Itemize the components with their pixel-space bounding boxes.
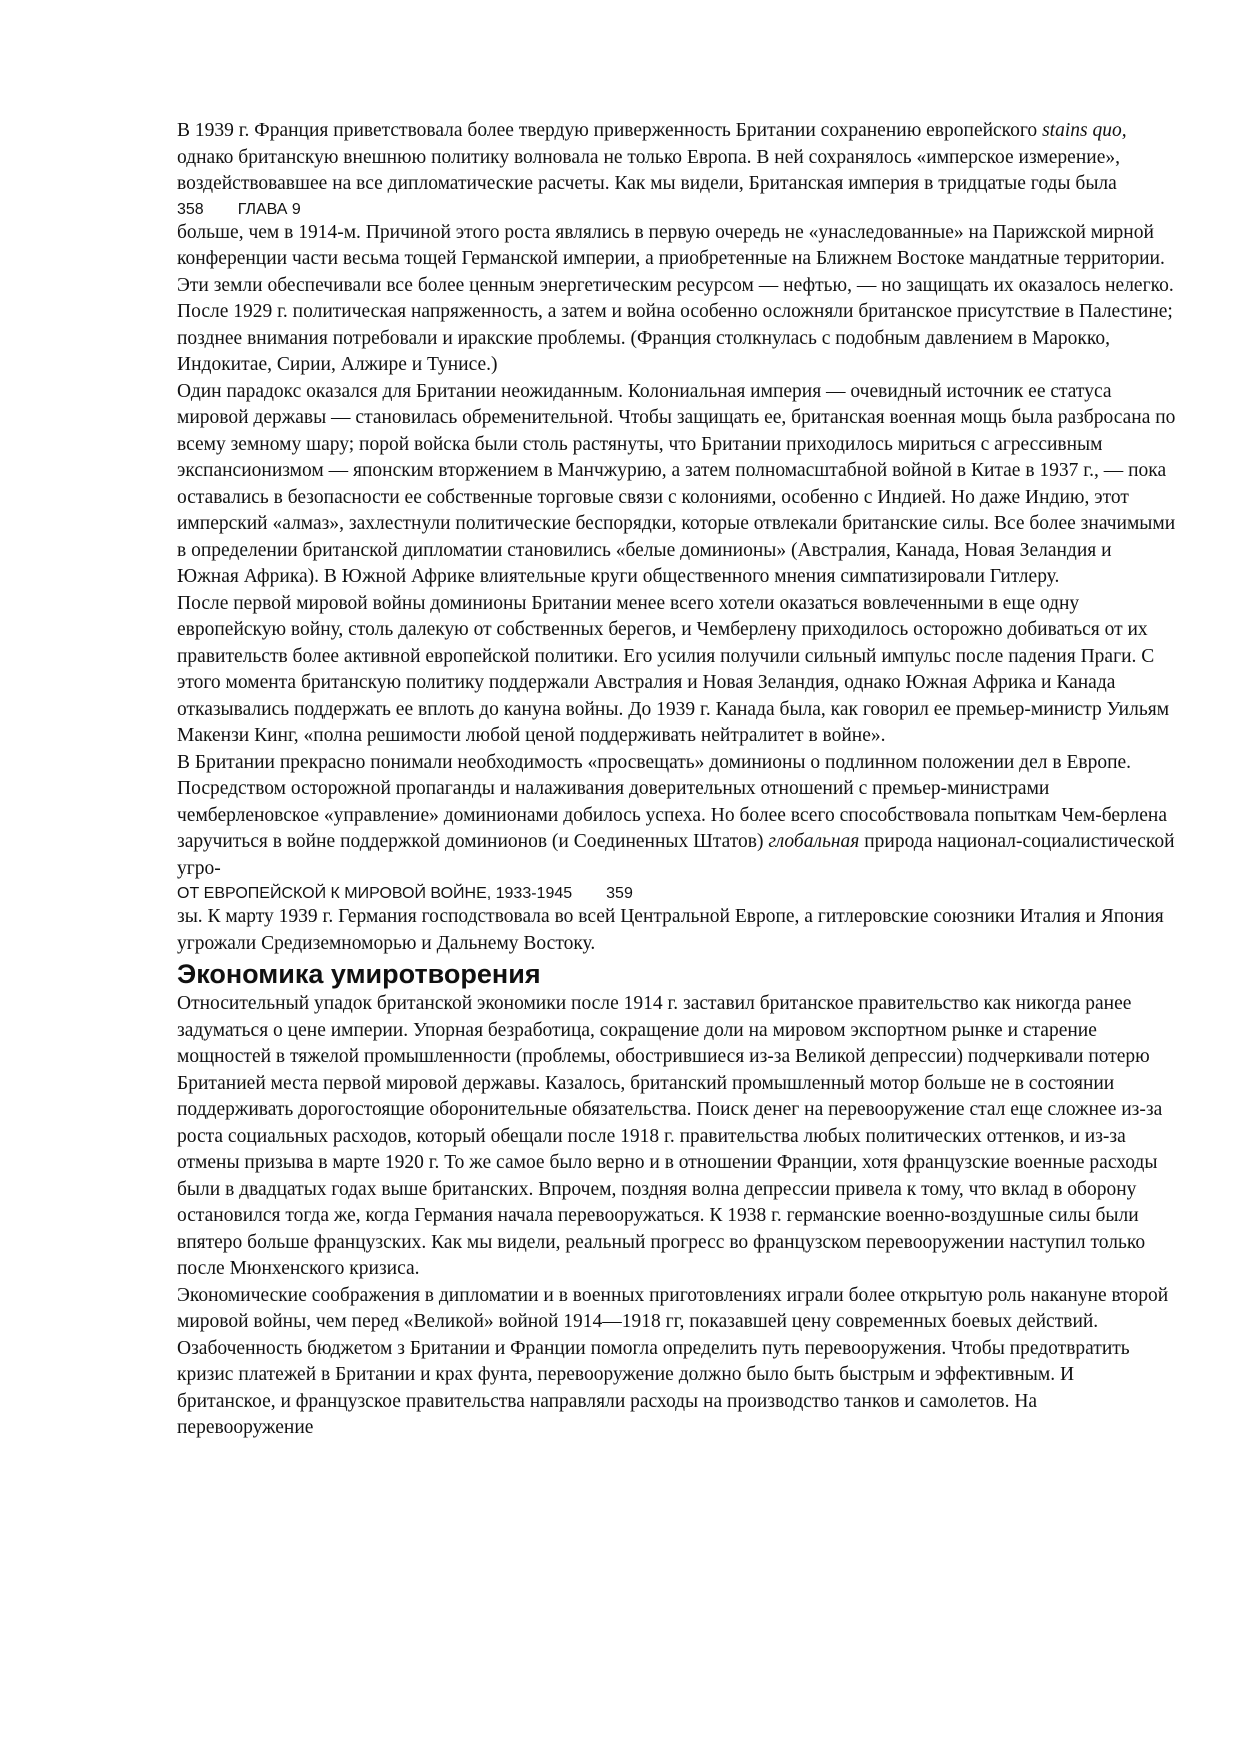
paragraph-colonial-paradox: Один парадокс оказался для Британии неожиданным. Колониальная империя — очевидный источник ее статуса мировой державы — становилась обременительной. Чтобы защищать ее, британская военная мощь была разбросана по всему земному шару; порой войска были столь растянуты, что Британии приходилось мириться с агрессивным экспансионизмом — японским вторжением в Манчжурию, а затем полномасштабной войной в Китае в 1937 г., — пока оставались в безопасности ее собственные торговые связи с колониями, особенно с Индией. Но даже Индию, этот имперский «алмаз», захлестнули политические беспорядки, которые отвлекали британские силы. Все более значимыми в определении британской дипломатии становились «белые доминионы» (Австралия, Канада, Новая Зеландия и Южная Африка). В Южной Африке влиятельные круги общественного мнения симпатизировали Гитлеру. [177, 380, 1176, 587]
paragraph-german-domination: зы. К марту 1939 г. Германия господствовала во всей Центральной Европе, а гитлеровские союзники Италия и Япония угрожали Средиземноморью и Дальнему Востоку. [177, 906, 1164, 954]
paragraph-text: однако британскую внешнюю политику волновала не только Европа. В ней сохранялось «имперское измерение», воздействовавшее на все дипломатические расчеты. Как мы видели, Британская империя в тридцатые годы была [177, 146, 1120, 194]
paragraph-enlightening-dominions [177, 750, 1177, 883]
chapter-label: ГЛАВА 9 [237, 200, 301, 218]
paragraph-text: В 1939 г. Франция приветствовала более твердую приверженность Британии сохранению европейского [177, 120, 1043, 141]
page-number: 359 [606, 885, 633, 902]
paragraph-economic-considerations: Экономические соображения в дипломатии и в военных приготовлениях играли более открытую роль накануне второй мировой войны, чем перед «Великой» войной 1914—1918 гг, показавшей цену современных боевых действий. Озабоченность бюджетом з Британии и Франции помогла определить путь перевооружения. Чтобы предотвратить кризис платежей в Британии и крах фунта, перевооружение должно было быть быстрым и эффективным. И британское, и французское правительства направляли расходы на производство танков и самолетов. На перевооружение [177, 1284, 1169, 1438]
running-title: ОТ ЕВРОПЕЙСКОЙ К МИРОВОЙ ВОЙНЕ, 1933-1945 [177, 885, 573, 902]
paragraph-mandate-territories: больше, чем в 1914-м. Причиной этого роста являлись в первую очередь не «унаследованные» на Парижской мирной конференции части весьма тощей Германской империи, а приобретенные на Ближнем Востоке мандатные территории. Эти земли обеспечивали все более ценным энергетическим ресурсом — нефтью, — но защищать их оказалось нелегко. После 1929 г. политическая напряженность, а затем и война особенно осложняли британское присутствие в Палестине; позднее внимания потребовали и иракские проблемы. (Франция столкнулась с подобным давлением в Марокко, Индокитае, Сирии, Алжире и Тунисе.) [177, 221, 1174, 375]
paragraph-economic-decline: Относительный упадок британской экономики после 1914 г. заставил британское правительство как никогда ранее задуматься о цене империи. Упорная безработица, сокращение доли на мировом экспортном рынке и старение мощностей в тяжелой промышленности (проблемы, обострившиеся из-за Великой депрессии) подчеркивали потерю Британией места первой мировой державы. Казалось, британский промышленный мотор больше не в состоянии поддерживать дорогостоящие оборонительные обязательства. Поиск денег на перевооружение стал еще сложнее из-за роста социальных расходов, который обещали после 1918 г. правительства любых политических оттенков, и из-за отмены призыва в марте 1920 г. То же самое было верно и в отношении Франции, хотя французские военные расходы были в двадцатых годах выше британских. Впрочем, поздняя волна депрессии привела к тому, что вклад в оборону остановился тогда же, когда Германия начала перевооружаться. К 1938 г. германские военно-воздушные силы были впятеро больше французских. Как мы видели, реальный прогресс во французском перевооружении наступил только после Мюнхенского кризиса. [177, 993, 1163, 1279]
italic-term: глобальная [768, 831, 860, 852]
page-number: 358 [177, 200, 204, 218]
italic-term: stains quo, [1042, 120, 1127, 141]
paragraph-text: природа национал-социалистической угро- [177, 831, 1175, 879]
document-page [177, 118, 1177, 1442]
running-header-359 [177, 883, 1177, 904]
paragraph-text: В Британии прекрасно понимали необходимость «просвещать» доминионы о подлинном положении дел в Европе. Посредством осторожной пропаганды и налаживания доверительных отношений с премьер-министрами чемберленовское «управление» доминионами добилось успеха. Но более всего способствовала попыткам Чем-берлена заручиться в войне поддержкой доминионов (и Соединенных Штатов) [177, 751, 1168, 852]
running-header-358 [177, 199, 1177, 220]
paragraph-dominions: После первой мировой войны доминионы Британии менее всего хотели оказаться вовлеченными в еще одну европейскую войну, столь далекую от собственных берегов, и Чемберлену приходилось осторожно добиваться от их правительств более активной европейской политики. Его усилия получили сильный импульс после падения Праги. С этого момента британскую политику поддержали Австралия и Новая Зеландия, однако Южная Африка и Канада отказывались поддержать ее вплоть до кануна войны. До 1939 г. Канада была, как говорил ее премьер-министр Уильям Макензи Кинг, «полна решимости любой ценой поддерживать нейтралитет в войне». [177, 592, 1170, 746]
paragraph-imperial-dimension [177, 118, 1177, 198]
section-heading: Экономика умиротворения [177, 959, 541, 989]
